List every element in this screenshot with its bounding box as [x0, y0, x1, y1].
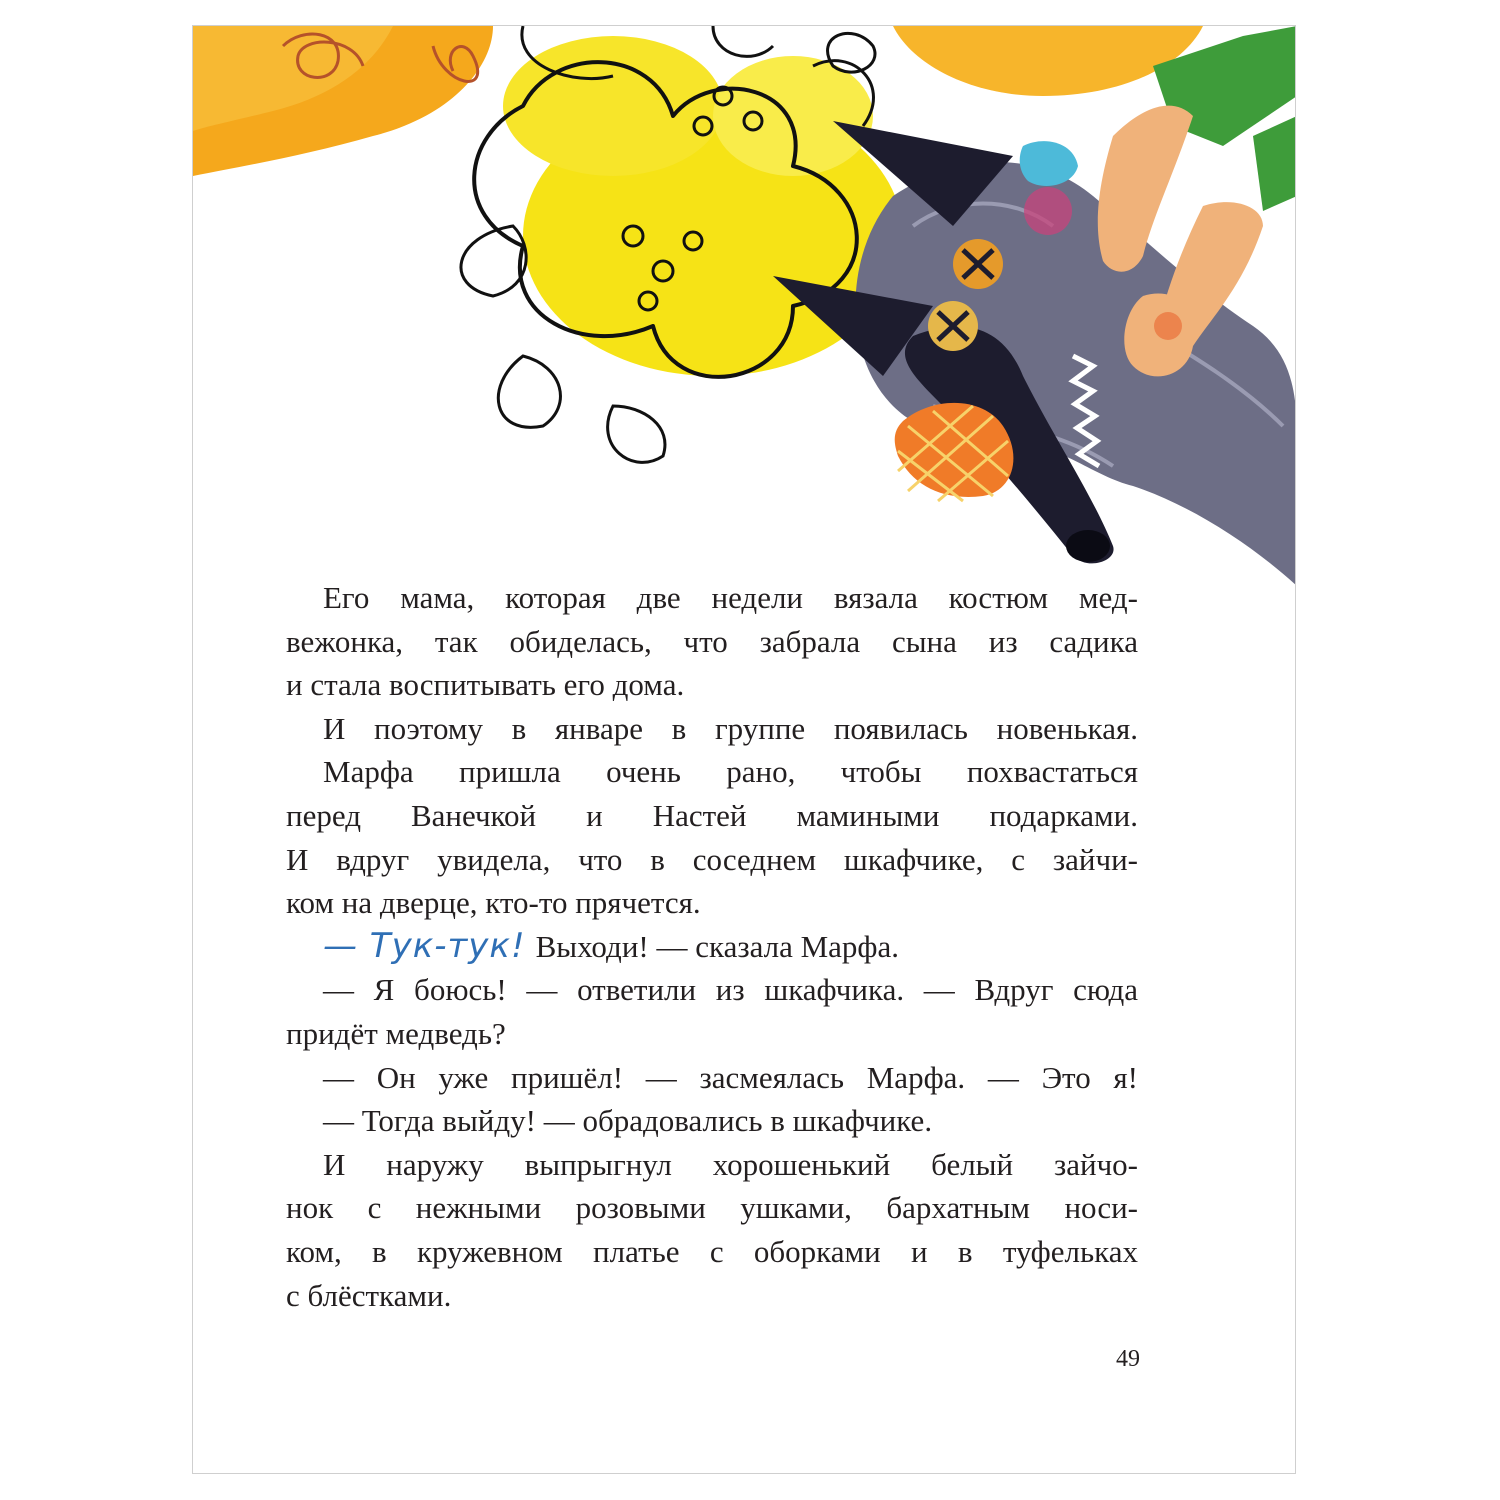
text-line: — Он уже пришёл! — засмеялась Марфа. — Это я! — [323, 1059, 1138, 1095]
text-line: нок с нежными розовыми ушками, бархатным носи- — [286, 1190, 1138, 1226]
text-line: — Тогда выйду! — обрадовались в шкафчике. — [323, 1103, 933, 1139]
text-line: И вдруг увидела, что в соседнем шкафчике, с зайчи- — [286, 841, 1138, 877]
text-line: придёт медведь? — [286, 1015, 506, 1051]
page-number: 49 — [1116, 1346, 1140, 1372]
text-line: И поэтому в январе в группе появилась новенькая. — [323, 710, 1138, 746]
dialogue-rest: Выходи! — сказала Марфа. — [535, 928, 900, 964]
text-line: Его мама, которая две недели вязала костюм мед- — [323, 580, 1138, 615]
text-line: с блёстками. — [286, 1277, 452, 1313]
handwritten-knock: — Тук-тук! — [323, 925, 526, 966]
text-line: перед Ванечкой и Настей мамиными подарками. — [286, 797, 1138, 833]
dialogue-line — [286, 925, 1138, 969]
text-line: И наружу выпрыгнул хорошенький белый зайчо- — [323, 1146, 1138, 1182]
text-line: ком на дверце, кто-то прячется. — [286, 885, 701, 921]
text-line: вежонка, так обиделась, что забрала сына из садика — [286, 623, 1138, 659]
text-line: и стала воспитывать его дома. — [286, 667, 685, 703]
wolf-illustration — [193, 26, 1296, 586]
text-line: ком, в кружевном платье с оборками и в туфельках — [286, 1233, 1138, 1269]
book-page — [192, 25, 1296, 1474]
text-line: — Я боюсь! — ответили из шкафчика. — Вдруг сюда — [323, 972, 1138, 1008]
text-line: Марфа пришла очень рано, чтобы похвастаться — [323, 754, 1138, 790]
story-text — [286, 576, 1138, 1317]
